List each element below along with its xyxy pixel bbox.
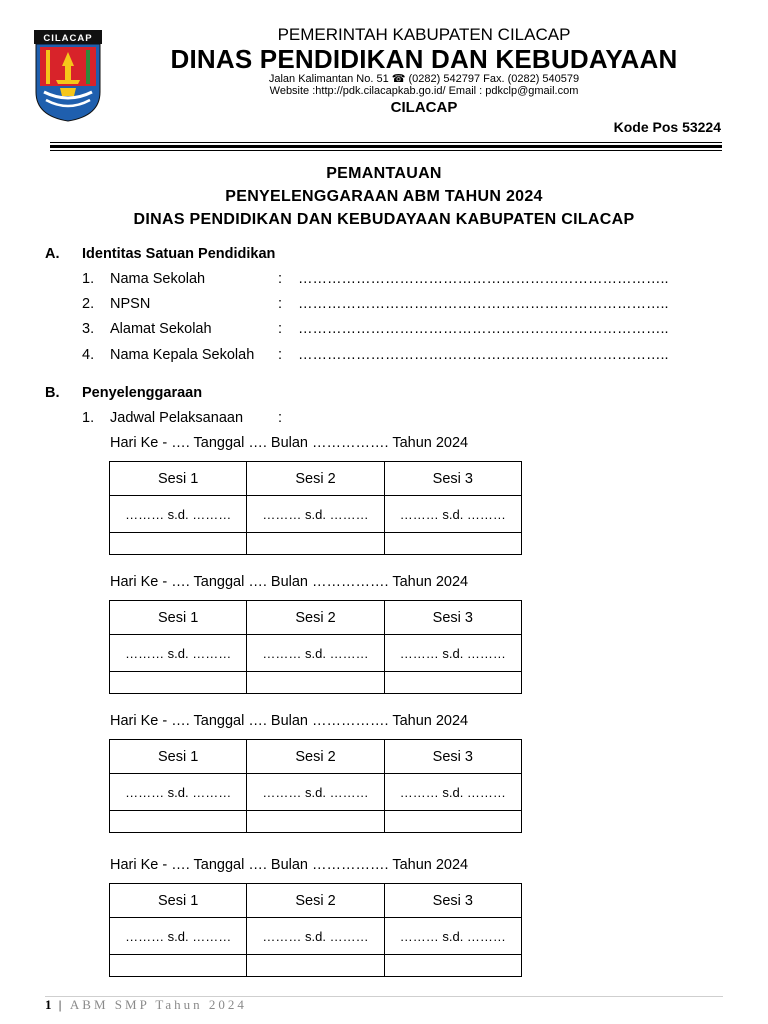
item-a4-number: 4. [82,347,95,363]
sesi-3-header: Sesi 3 [384,884,521,918]
sesi-1-time: ……… s.d. ……… [110,635,247,672]
sesi-3-header: Sesi 3 [384,601,521,635]
sesi-3-blank [384,533,521,555]
kop-website-email: Website :http://pdk.cilacapkab.go.id/ Email : pdkclp@gmail.com [269,85,579,97]
header-rule-thick [50,145,722,148]
sesi-1-blank [110,811,247,833]
sesi-2-time: ……… s.d. ……… [247,774,384,811]
item-a1-fill-dots: ………………………………………………………………….. [298,271,669,287]
sesi-2-header: Sesi 2 [247,462,384,496]
page-footer [45,997,247,1013]
header-rule-thin-bottom [50,150,722,151]
sesi-1-time: ……… s.d. ……… [110,918,247,955]
sesi-2-header: Sesi 2 [247,884,384,918]
schedule-day-1-line: Hari Ke - …. Tanggal …. Bulan ……………. Tahun 2024 [110,435,469,451]
schedule-day-3-line: Hari Ke - …. Tanggal …. Bulan ……………. Tahun 2024 [110,713,469,729]
sesi-3-time: ……… s.d. ……… [384,496,521,533]
schedule-table-day-3 [109,739,522,833]
sesi-3-time: ……… s.d. ……… [384,635,521,672]
kode-pos: Kode Pos 53224 [613,119,721,135]
section-b-letter: B. [45,385,60,401]
sesi-3-blank [384,955,521,977]
sesi-1-header: Sesi 1 [110,462,247,496]
item-b1-colon: : [278,410,283,426]
item-a3-fill-dots: ………………………………………………………………….. [298,321,669,337]
sesi-3-time: ……… s.d. ……… [384,918,521,955]
item-a2-fill-dots: ………………………………………………………………….. [298,296,669,312]
doc-title-2: PENYELENGGARAAN ABM TAHUN 2024 [225,188,543,205]
page-number: 1 [45,997,53,1012]
item-a4-fill-dots: ………………………………………………………………….. [298,347,669,363]
sesi-2-time: ……… s.d. ……… [247,635,384,672]
sesi-3-blank [384,672,521,694]
item-a3-colon: : [278,321,283,337]
sesi-3-header: Sesi 3 [384,462,521,496]
sesi-2-blank [247,672,384,694]
sesi-2-time: ……… s.d. ……… [247,918,384,955]
item-a2-number: 2. [82,296,95,312]
schedule-table-day-1 [109,461,522,555]
sesi-1-header: Sesi 1 [110,884,247,918]
section-a-label: Identitas Satuan Pendidikan [82,246,276,262]
item-a2-label: NPSN [110,296,151,312]
header-rule-thin-top [50,142,722,143]
sesi-1-time: ……… s.d. ……… [110,496,247,533]
sesi-1-header: Sesi 1 [110,601,247,635]
sesi-2-blank [247,955,384,977]
sesi-1-blank [110,955,247,977]
item-a1-label: Nama Sekolah [110,271,206,287]
section-b-label: Penyelenggaraan [82,385,203,401]
kop-city: CILACAP [390,99,458,116]
footer-separator: | [58,997,65,1012]
schedule-table-day-4 [109,883,522,977]
item-a3-number: 3. [82,321,95,337]
item-a4-colon: : [278,347,283,363]
sesi-2-blank [247,811,384,833]
sesi-3-header: Sesi 3 [384,740,521,774]
sesi-2-header: Sesi 2 [247,601,384,635]
logo-text: CILACAP [43,33,93,44]
schedule-day-4-line: Hari Ke - …. Tanggal …. Bulan ……………. Tahun 2024 [110,857,469,873]
kop-agency-name: DINAS PENDIDIKAN DAN KEBUDAYAAN [170,44,678,74]
item-a1-number: 1. [82,271,95,287]
sesi-2-blank [247,533,384,555]
kop-address: Jalan Kalimantan No. 51 ☎ (0282) 542797 Fax. (0282) 540579 [268,73,580,85]
item-a3-label: Alamat Sekolah [110,321,212,337]
sesi-3-time: ……… s.d. ……… [384,774,521,811]
doc-title-3: DINAS PENDIDIKAN DAN KEBUDAYAAN KABUPATEN CILACAP [133,211,635,228]
sesi-1-header: Sesi 1 [110,740,247,774]
sesi-1-time: ……… s.d. ……… [110,774,247,811]
sesi-1-blank [110,672,247,694]
schedule-day-2-line: Hari Ke - …. Tanggal …. Bulan ……………. Tahun 2024 [110,574,469,590]
item-a2-colon: : [278,296,283,312]
sesi-2-header: Sesi 2 [247,740,384,774]
item-b1-number: 1. [82,410,95,426]
footer-text: ABM SMP Tahun 2024 [69,997,247,1012]
item-a4-label: Nama Kepala Sekolah [110,347,255,363]
sesi-3-blank [384,811,521,833]
sesi-2-time: ……… s.d. ……… [247,496,384,533]
schedule-table-day-2 [109,600,522,694]
doc-title-1: PEMANTAUAN [326,165,442,182]
section-a-letter: A. [45,246,60,262]
item-a1-colon: : [278,271,283,287]
item-b1-label: Jadwal Pelaksanaan [110,410,244,426]
kop-line-1: PEMERINTAH KABUPATEN CILACAP [277,25,571,44]
sesi-1-blank [110,533,247,555]
